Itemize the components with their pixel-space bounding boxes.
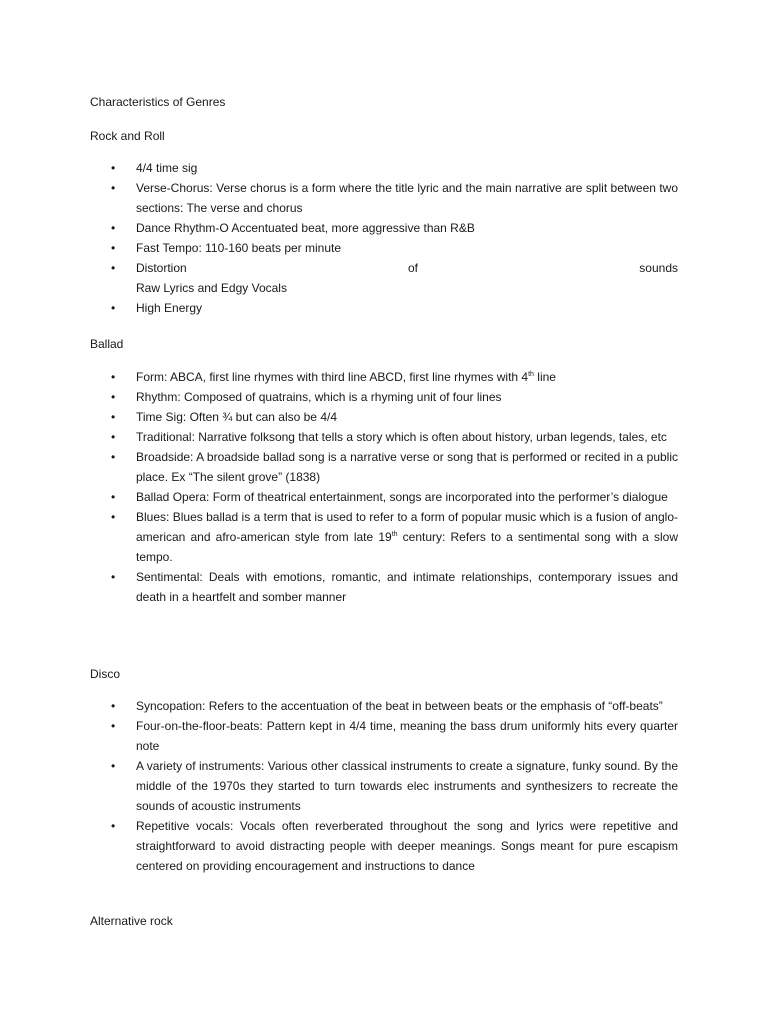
list-item [90, 258, 678, 298]
bullet-icon: • [111, 390, 116, 404]
bullet-icon: • [111, 450, 116, 464]
list-item: • Repetitive vocals: Vocals often reverberated throughout the song and lyrics were repetitive and straightforward to avoid distracting people with deeper meanings. Songs meant for pure escapism centered on providing encouragement and instructions to dance [90, 816, 678, 876]
list-item: • Verse-Chorus: Verse chorus is a form where the title lyric and the main narrative are split between two sections: The verse and chorus [90, 178, 678, 218]
bullet-icon: • [111, 370, 116, 384]
disco-list [90, 696, 678, 876]
section-heading-alternative-rock: Alternative rock [90, 914, 173, 928]
document-title: Characteristics of Genres [90, 95, 226, 109]
raw-lyrics-line: Raw Lyrics and Edgy Vocals [136, 281, 287, 295]
list-item: • A variety of instruments: Various other classical instruments to create a signature, funky sound. By the middle of the 1970s they started to turn towards elec instruments and synthesizers to recreate the sounds of acoustic instruments [90, 756, 678, 816]
list-item: • Ballad Opera: Form of theatrical entertainment, songs are incorporated into the performer’s dialogue [90, 487, 678, 507]
bullet-icon: • [111, 410, 116, 424]
bullet-icon: • [111, 490, 116, 504]
bullet-icon: • [111, 301, 116, 315]
ballad-list [90, 367, 678, 607]
list-item: • 4/4 time sig [90, 158, 678, 178]
bullet-icon: • [111, 241, 116, 255]
bullet-icon: • [111, 181, 116, 195]
bullet-icon: • [111, 430, 116, 444]
list-item: • Blues: Blues ballad is a term that is used to refer to a form of popular music which is a fusion of anglo-american and afro-american style from late 19th century: Refers to a sentimental song with a slow tempo. [90, 507, 678, 567]
list-item: • Dance Rhythm-O Accentuated beat, more aggressive than R&B [90, 218, 678, 238]
bullet-icon: • [111, 221, 116, 235]
distortion-line: Distortion of sounds [136, 261, 678, 275]
bullet-icon: • [111, 261, 116, 275]
bullet-icon: • [111, 759, 116, 773]
section-heading-disco: Disco [90, 667, 121, 681]
bullet-icon: • [111, 161, 116, 175]
bullet-icon: • [111, 510, 116, 524]
list-item: • Form: ABCA, first line rhymes with third line ABCD, first line rhymes with 4th line [90, 367, 678, 387]
list-item: • Four-on-the-floor-beats: Pattern kept in 4/4 time, meaning the bass drum uniformly hits every quarter note [90, 716, 678, 756]
list-item: • High Energy [90, 298, 678, 318]
rock-and-roll-list [90, 158, 678, 318]
section-heading-rock-and-roll: Rock and Roll [90, 129, 165, 143]
list-item: • Broadside: A broadside ballad song is a narrative verse or song that is performed or recited in a public place. Ex “The silent grove” (1838) [90, 447, 678, 487]
list-item: • Fast Tempo: 110-160 beats per minute [90, 238, 678, 258]
bullet-icon: • [111, 570, 116, 584]
list-item: • Sentimental: Deals with emotions, romantic, and intimate relationships, contemporary issues and death in a heartfelt and somber manner [90, 567, 678, 607]
list-item: • Syncopation: Refers to the accentuation of the beat in between beats or the emphasis of “off-beats” [90, 696, 678, 716]
list-item: • Time Sig: Often ¾ but can also be 4/4 [90, 407, 678, 427]
list-item: • Traditional: Narrative folksong that tells a story which is often about history, urban legends, tales, etc [90, 427, 678, 447]
section-heading-ballad: Ballad [90, 337, 124, 351]
list-item: • Rhythm: Composed of quatrains, which is a rhyming unit of four lines [90, 387, 678, 407]
bullet-icon: • [111, 719, 116, 733]
bullet-icon: • [111, 699, 116, 713]
bullet-icon: • [111, 819, 116, 833]
